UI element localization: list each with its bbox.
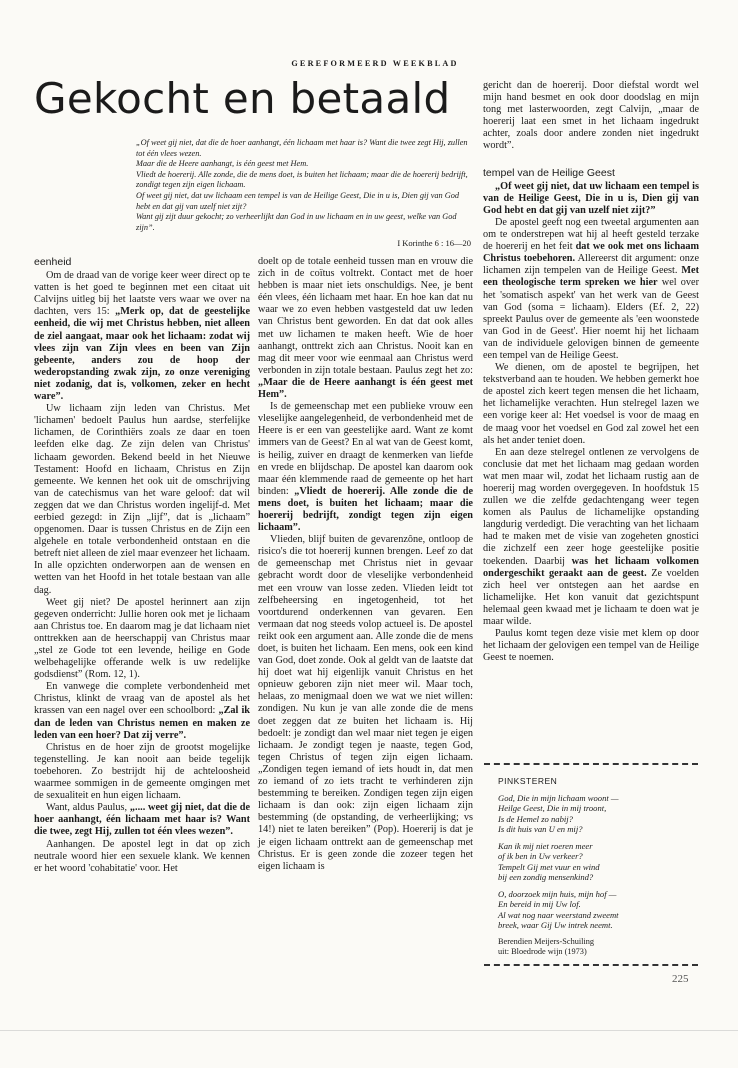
bold-text: „Maar die de Heere aanhangt is één geest met Hem”. <box>258 376 473 401</box>
scan-edge-line <box>0 1030 738 1031</box>
poem-author: Berendien Meijers-Schuiling <box>498 936 595 946</box>
bold-text: Met een theologische term spreken we hier <box>483 265 699 289</box>
epigraph <box>136 138 471 249</box>
page-number: 225 <box>672 973 689 985</box>
text: Ze voelden zich heel ver ontstegen aan het aardse en lichamelijke. Het kon vanuit dat gezichtspunt helemaal geen kwaad met je lichaam te doen wat je maar wilde. <box>483 567 699 628</box>
bold-text: „Vliedt de hoererij. Alle zonde die de mens doet, is buiten het lichaam; maar die hoererij bedrijft, zondigt tegen zijn eigen lichaam”. <box>258 485 473 534</box>
bold-text: „Merk op, dat de geestelijke eenheid, die wij met Christus hebben, niet alleen de ziel aangaat, maar ook het lichaam: zodat wij vlees zijn van Zijn vlees en been van Zijn gebeente, anders zou de hoop der wederopstanding zwak zijn, zo onze vereniging niet zodanig, dat is, volkomen, zeker en hecht ware”. <box>34 306 251 403</box>
bold-text: „Zal ik dan de leden van Christus nemen en maken ze leden van een hoer? Dat zij verre”. <box>34 705 251 741</box>
text: Om de draad van de vorige keer weer direct op te vatten is het goed te beginnen met een citaat uit Calvijns uitleg bij het laatste vers waar we over na dachten, vers 15: <box>34 270 250 318</box>
decorative-rule <box>484 964 698 971</box>
poem-line: Heilge Geest, Die in mij troont, <box>498 803 607 813</box>
text: doelt op de totale eenheid tussen man en vrouw die zich in de coïtus voltrekt. Contact met de hoer hebben is maar niet iets onschuldigs. Nee, je bent één vlees, één lichaam met haar. En hoe kan dat nu waar we zo even hebben vastgesteld dat uw leden van Christus bent geworden. En dat dat ook alles met uw lichamen te maken heeft. Wie de hoer aanhangt, onttrekt zich aan Christus. Nooit kan en mag dit meer voor wie eenmaal aan Christus werd verbonden in zijn totale bestaan. Paulus zegt het zo: <box>258 256 473 376</box>
poem-stanza <box>498 841 698 883</box>
text: En vanwege die complete verbondenheid met Christus, klinkt de vraag van de apostel als het krassen van een nagel over een schoolbord: <box>34 681 250 717</box>
poem-line: of ik ben in Uw verkeer? <box>498 851 583 861</box>
scripture-reference: I Korinthe 6 : 16—20 <box>397 238 471 249</box>
paragraph: Paulus komt tegen deze visie met klem op door het lichaam der gelovigen een tempel van de Heilige Geest te noemen. <box>483 628 699 664</box>
column-3 <box>483 80 699 664</box>
paragraph: We dienen, om de apostel te begrijpen, het tekstverband aan te houden. We hebben gemerkt hoe de apostel zich keert tegen mensen die het lichaam, het lichamelijke verachten. Hun stelregel lazen we een vorige keer al: Het voedsel is voor de maag en de maag voor het voedsel en God zal zowel het een als het ander teniet doen. <box>483 362 699 446</box>
paragraph <box>483 447 699 628</box>
text: wel over het 'somatisch aspekt' van het werk van de Geest van God (soma = lichaam). Elders (Ef. 2, 22) spreekt Paulus over de gemeente als 'een woonstede van God in de Geest'. Hier noemt hij het lichaam van de individuele gelovigen binnen de gemeente een tempel van de Heilige Geest. <box>483 277 700 361</box>
paragraph: Vlieden, blijf buiten de gevarenzône, ontloop de risico's die tot hoererij kunnen brengen. Leef zo dat de gemeenschap met Christus niet in gevaar gebracht wordt door de vleselijke verbondenheid met een vrouw van losse zeden. Vlieden leidt tot zelfbeheersing en ingetogenheid, tot het voortdurend onderkennen van gevaren. Een vermaan dat nog steeds volop actueel is. De apostel reikt ook een argument aan. Alle zonde die de mens doet, is buiten het lichaam. Een mens, ook een kind van God, doet zonde. Ook al geldt van de laatste dat hij doet wat hij eigenlijk vanuit Christus en het opnieuw geboren zijn niet meer wil. Maar toch, helaas, zo menigmaal doen we wat we niet willen: zondigen. Nu kun je van alle zonde die de mens doet zeggen dat ze buiten het lichaam is. Hij bedoelt: je zondigt dan wel maar niet tegen je eigen lichaam. Je zondigt tegen je naaste, tegen God, tegen Christus of tegen zijn eigen lichaam. „Zondigen tegen iemand of iets houdt in, dat men zo iemand of zo iets tracht te verhinderen zijn bestemming te bereiken. Zondigen tegen zijn eigen lichaam is dan ook: zijn eigen lichaam zijn bestemming (de opstanding, de verheerlijking; vs 14!) niet te laten bereiken” (Pop). Hoererij is dat je je eigen lichaam onttrekt aan de gemeenschap met Christus. Er is geen zonde die zozeer tegen het eigen lichaam is <box>258 534 473 872</box>
poem-line: O, doorzoek mijn huis, mijn hof — <box>498 888 617 899</box>
paragraph: Uw lichaam zijn leden van Christus. Met 'lichamen' bedoelt Paulus hun aardse, sterfelijke lichamen, de Corinthiërs zoals ze daar en toen leefden elke dag. Ze zijn delen van Christus' lichaam geworden. Bekend beeld in het Nieuwe Testament: Hoofd en lichaam, Christus en Zijn gemeente. We kennen het ook uit de omschrijving van de catechismus van het ware geloof: dat wil zeggen dat we dan Christus worden ingelijf-d. Met eerbied gezegd: in Zijn „lijf”, dat is „lichaam” opgenomen. Daar is tussen Christus en de Zijn een algehele en totale verbondenheid ontstaan en die betreft niet alleen de ziel maar evenzeer het lichaam. In alle opzichten onderworpen aan de wensen en wetten van het Hoofd in het totale bestaan van alle dag. <box>34 403 250 596</box>
paragraph: Weet gij niet? De apostel herinnert aan zijn gegeven onderricht: Jullie horen ook met je lichaam aan Christus toe. En daarom mag je dat lichaam niet onttrekken aan de heerschappij van Christus maar „stel ze Gode tot een levende, heilige en Gode welbehagelijke offerande welk is uw redelijke godsdienst” (Rom. 12, 1). <box>34 596 250 681</box>
epigraph-line: Vliedt de hoererij. Alle zonde, die de mens doet, is buiten het lichaam; maar die de hoererij bedrijft, zondigt tegen zijn eigen lichaam. <box>136 169 468 190</box>
poem-line: Al wat nog naar weerstand zweemt <box>498 909 619 920</box>
poem-stanza <box>498 889 698 931</box>
poem-source: uit: Bloedrode wijn (1973) <box>498 947 587 956</box>
bold-text: „.... weet gij niet, dat die de hoer aanhangt, één lichaam met haar is? Want die twee, zegt Hij, zullen tot één vlees wezen”. <box>34 802 250 838</box>
section-heading: eenheid <box>34 256 72 268</box>
decorative-rule <box>484 763 698 770</box>
text: Allereerst dit argument: onze lichamen zijn tempelen van de Heilige Geest. <box>483 253 699 277</box>
paragraph <box>34 681 250 741</box>
bold-text: „Of weet gij niet, dat uw lichaam een tempel is van de Heilige Geest, Die in u is, Dien gij van God hebt en dat gij van uzelf niet zijt?” <box>483 180 699 216</box>
paragraph: gericht dan de hoererij. Door diefstal wordt wel mijn hand besmet en ook door doodslag en mijn tong met lasterwoorden, zegt Calvijn, „maar de hoererij laat een smet in het lichaam ingedrukt achter, zoals door andere zonden niet ingedrukt wordt”. <box>483 80 699 152</box>
epigraph-line: Of weet gij niet, dat uw lichaam een tempel is van de Heilige Geest, Die in u is, Dien gij van God hebt en dat gij van uzelf niet zijt? <box>136 190 460 211</box>
page-title: Gekocht en betaald <box>34 74 451 123</box>
text: Want, aldus Paulus, <box>46 802 130 814</box>
poem-box <box>484 763 698 971</box>
section-heading: tempel van de Heilige Geest <box>483 166 615 179</box>
poem-stanza <box>498 793 698 835</box>
paragraph <box>34 802 250 838</box>
poem-line: Kan ik mij niet roeren meer <box>498 840 593 851</box>
epigraph-line: Maar die de Heere aanhangt, is één geest met Hem. <box>136 159 309 169</box>
poem-line: bij een zondig mensenkind? <box>498 872 594 882</box>
poem-line: Is dit huis van U en mij? <box>498 824 583 834</box>
paragraph <box>258 401 473 534</box>
poem-title: PINKSTEREN <box>498 776 558 786</box>
paragraph <box>483 181 699 217</box>
paragraph: Aanhangen. De apostel legt in dat op zich neutrale woord hier een sexuele klank. We kennen er het woord 'cohabitatie' voor. Het <box>34 838 250 874</box>
bold-text: dat we ook met ons lichaam Christus toebehoren. <box>483 241 699 265</box>
column-2 <box>258 256 473 873</box>
masthead: GEREFORMEERD WEEKBLAD <box>291 59 459 68</box>
poem-line: En bereid in mij Uw lof. <box>498 899 581 909</box>
paragraph <box>258 256 473 401</box>
paragraph: Christus en de hoer zijn de grootst mogelijke tegenstelling. Je kan nooit aan beide tegelijk toebehoren. Zo bestrijdt hij de achteloosheid waarmee sommigen in de gemeente omgingen met de sexualiteit en hun eigen lichaam. <box>34 741 250 802</box>
poem-line: breek, waar Gij Uw intrek neemt. <box>498 920 613 930</box>
column-1 <box>34 256 250 875</box>
epigraph-line: Want gij zijt duur gekocht; zo verheerlijkt dan God in uw lichaam en in uw geest, welke van God zijn”. <box>136 212 457 232</box>
paragraph <box>34 270 250 403</box>
text: De apostel geeft nog een tweetal argumenten aan om te onderstrepen wat hij al heeft gesteld terzake de hoererij en het feit <box>483 216 699 253</box>
poem-line: God, Die in mijn lichaam woont — <box>498 792 619 803</box>
text: Is de gemeenschap met een publieke vrouw een vleselijke aangelegenheid, de verbondenheid met de Heere is er een van geestelijke aard. Want ze komt immers van de Geest? En al wat van de Geest komt, is heilig, zuiver en draagt de kenmerken van liefde en vrede en blijdschap. De apostel kan daarom ook maar één klemmende raad de gemeente op het hart binden: <box>258 401 473 497</box>
poem-line: Tempelt Gij met vuur en wind <box>498 861 600 872</box>
text: En aan deze stelregel ontlenen ze vervolgens de conclusie dat met het lichaam mag gedaan worden wat men maar wil, zodat het lichaam rustig aan de hoererij mag worden overgegeven. In hoofdstuk 15 zullen we die zelfde gedachtengang weer tegen komen als Paulus de lichamelijke opstanding langdurig verdedigt. Die verachting van het lichaam had te maken met de visie van zogeheten gnostici die zichzelf een zeer hoge geestelijke positie toekenden. Daarbij <box>483 446 699 567</box>
epigraph-line: „Of weet gij niet, dat die de hoer aanhangt, één lichaam met haar is? Want die twee zegt Hij, zullen tot één vlees wezen. <box>136 138 468 158</box>
bold-text: was het lichaam volkomen ondergeschikt geraakt aan de geest. <box>483 555 700 579</box>
poem-line: Is de Hemel zo nabij? <box>498 813 573 824</box>
paragraph <box>483 217 699 362</box>
